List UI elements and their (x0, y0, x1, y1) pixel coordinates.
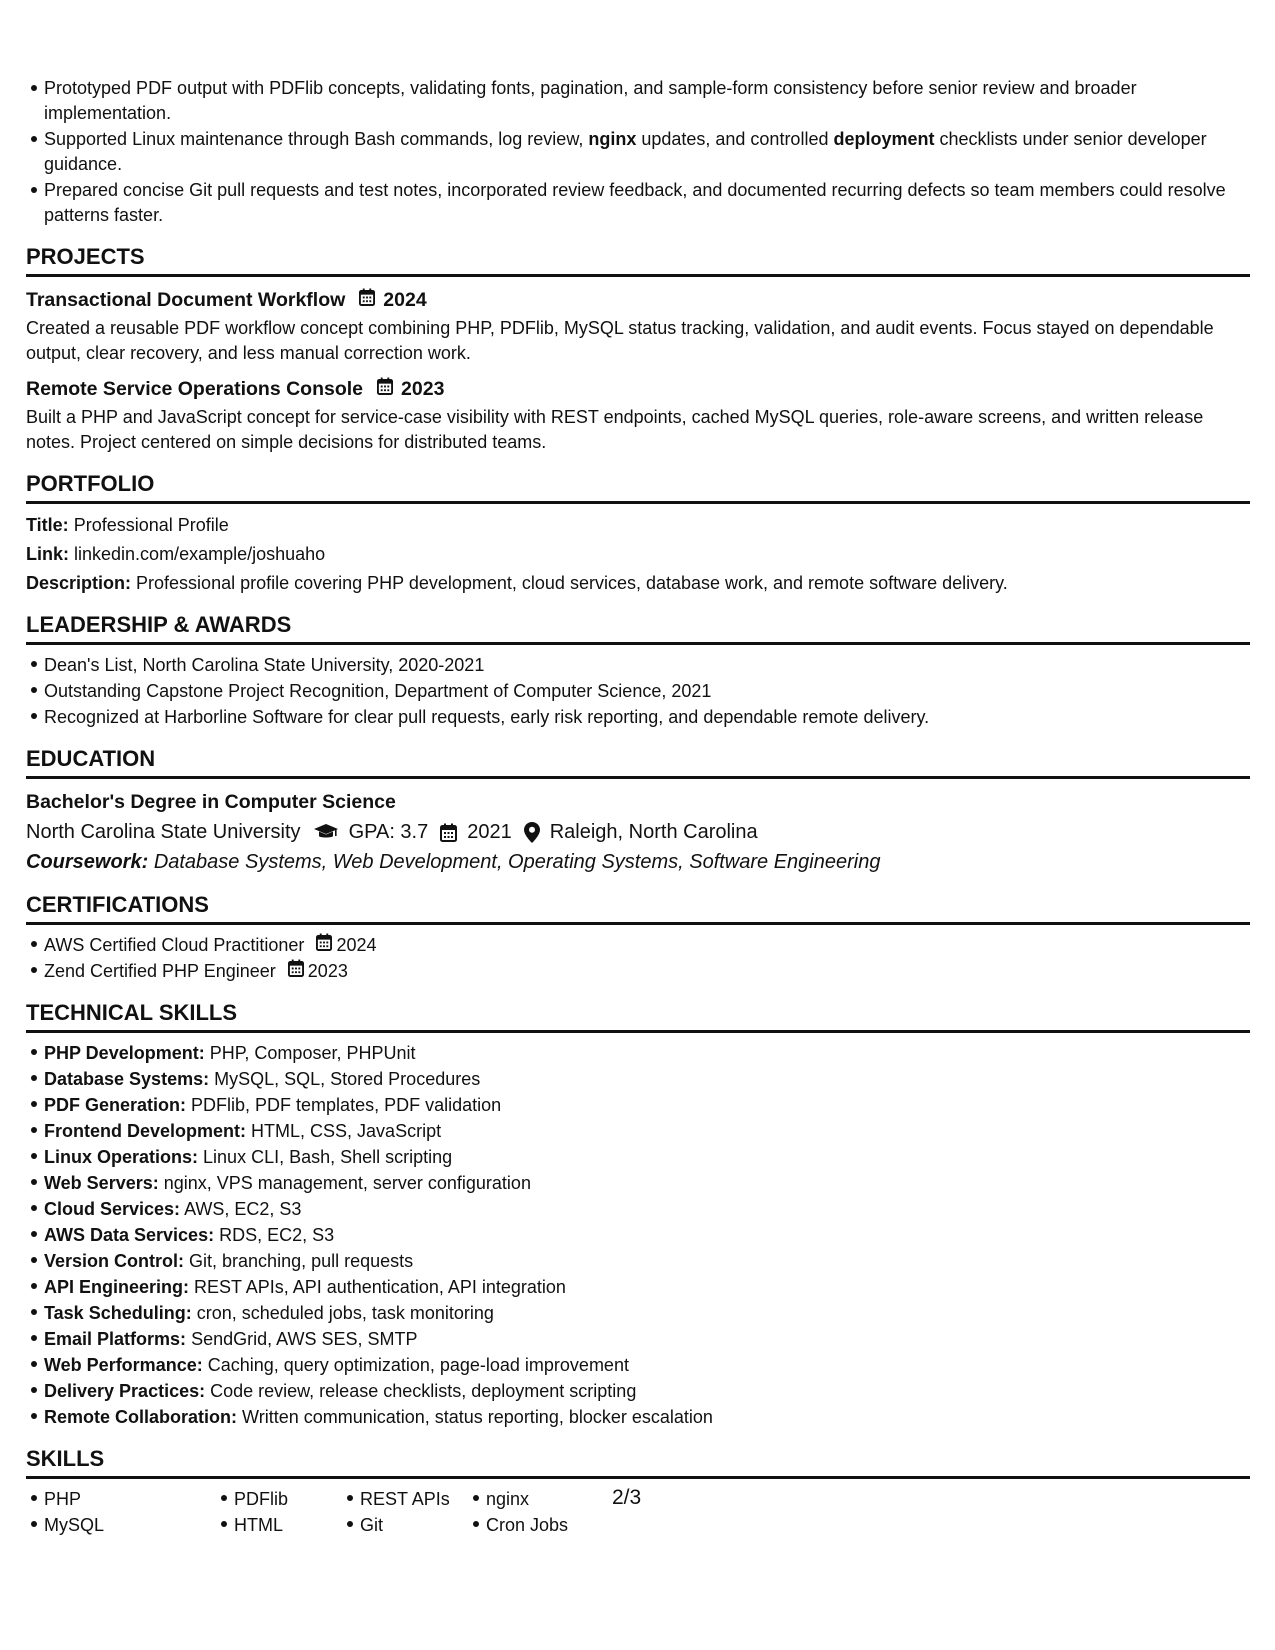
education-degree: Bachelor's Degree in Computer Science (26, 791, 396, 813)
technical-skill-label: Database Systems: (44, 1069, 210, 1089)
experience-bullet-text: Prototyped PDF output with PDFlib concepts, validating fonts, pagination, and sample-form consistency before senior review and broader implementation. (44, 78, 1137, 123)
calendar-icon (288, 958, 304, 984)
experience-bullet (44, 178, 1250, 228)
skill-item: HTML (234, 1512, 342, 1538)
technical-skill-item (44, 1170, 1250, 1196)
certifications-list (26, 932, 1250, 984)
technical-skill-item (44, 1066, 1250, 1092)
technical-skill-value: RDS, EC2, S3 (219, 1225, 335, 1245)
certification-name: AWS Certified Cloud Practitioner (44, 935, 305, 955)
experience-bullet-text: nginx (588, 129, 637, 149)
leadership-item: Recognized at Harborline Software for clear pull requests, early risk reporting, and dependable remote delivery. (44, 704, 1250, 730)
technical-skill-item (44, 1404, 1250, 1430)
calendar-icon (316, 932, 332, 958)
technical-skill-label: Version Control: (44, 1251, 185, 1271)
project-year: 2023 (401, 378, 445, 400)
technical-skill-item (44, 1378, 1250, 1404)
technical-skill-item (44, 1092, 1250, 1118)
map-pin-icon (524, 822, 540, 843)
technical-skill-label: Linux Operations: (44, 1147, 199, 1167)
experience-bullet-text: deployment (833, 129, 935, 149)
technical-skill-value: MySQL, SQL, Stored Procedures (214, 1069, 481, 1089)
project-year: 2024 (383, 289, 427, 311)
certification-item (44, 932, 1250, 958)
technical-skills-section (26, 1001, 1250, 1430)
technical-skill-value: PDFlib, PDF templates, PDF validation (191, 1095, 502, 1115)
education-school: North Carolina State University (26, 821, 301, 843)
skills-column (342, 1486, 468, 1538)
portfolio-title-label: Title: (26, 515, 69, 535)
education-meta (26, 818, 1250, 846)
technical-skills-list (26, 1040, 1250, 1430)
skill-item: Git (360, 1512, 468, 1538)
portfolio-section (26, 472, 1250, 596)
projects-section (26, 245, 1250, 455)
project-title: Remote Service Operations Console (26, 378, 364, 400)
portfolio-desc-value: Professional profile covering PHP development, cloud services, database work, and remote software delivery. (136, 573, 1008, 593)
technical-skill-value: AWS, EC2, S3 (184, 1199, 302, 1219)
portfolio-title-value: Professional Profile (73, 515, 229, 535)
certifications-heading: CERTIFICATIONS (26, 893, 1250, 925)
experience-bullet-text: Supported Linux maintenance through Bash commands, log review, (44, 129, 589, 149)
certifications-section (26, 893, 1250, 984)
portfolio-link-label: Link: (26, 544, 69, 564)
technical-skill-label: Delivery Practices: (44, 1381, 206, 1401)
technical-skill-item (44, 1352, 1250, 1378)
technical-skill-label: Task Scheduling: (44, 1303, 192, 1323)
skill-item: MySQL (44, 1512, 216, 1538)
graduation-cap-icon (313, 823, 339, 841)
skill-item: Cron Jobs (486, 1512, 608, 1538)
education-location: Raleigh, North Carolina (549, 821, 758, 843)
technical-skill-item (44, 1248, 1250, 1274)
portfolio-title-row (26, 513, 1250, 538)
calendar-icon (440, 823, 457, 842)
calendar-icon (377, 376, 393, 402)
technical-skill-label: API Engineering: (44, 1277, 190, 1297)
technical-skill-item (44, 1118, 1250, 1144)
skill-item: PHP (44, 1486, 216, 1512)
technical-skill-label: Email Platforms: (44, 1329, 187, 1349)
technical-skills-heading: TECHNICAL SKILLS (26, 1001, 1250, 1033)
calendar-icon (359, 287, 375, 313)
technical-skill-label: AWS Data Services: (44, 1225, 215, 1245)
technical-skill-value: Caching, query optimization, page-load improvement (207, 1355, 629, 1375)
projects-heading: PROJECTS (26, 245, 1250, 277)
skills-heading: SKILLS (26, 1447, 1250, 1479)
certification-name: Zend Certified PHP Engineer (44, 961, 276, 981)
project-description: Created a reusable PDF workflow concept combining PHP, PDFlib, MySQL status tracking, validation, and audit events. Focus stayed on dependable output, clear recovery, and less manual correction work. (26, 318, 1214, 363)
experience-bullet-text: updates, and controlled (636, 129, 834, 149)
education-heading: EDUCATION (26, 747, 1250, 779)
leadership-list (26, 652, 1250, 730)
technical-skill-label: Frontend Development: (44, 1121, 247, 1141)
technical-skill-label: Web Performance: (44, 1355, 203, 1375)
skill-item: nginx (486, 1486, 608, 1512)
experience-bullet-text: Prepared concise Git pull requests and test notes, incorporated review feedback, and documented recurring defects so team members could resolve patterns faster. (44, 180, 1226, 225)
portfolio-link-row (26, 542, 1250, 567)
technical-skill-item (44, 1040, 1250, 1066)
skills-column (468, 1486, 608, 1538)
technical-skill-item (44, 1300, 1250, 1326)
portfolio-desc-label: Description: (26, 573, 132, 593)
certification-row (44, 932, 1250, 958)
technical-skill-value: REST APIs, API authentication, API integration (194, 1277, 566, 1297)
education-section (26, 747, 1250, 876)
project-title-row (26, 376, 1250, 402)
technical-skill-item (44, 1326, 1250, 1352)
certification-year: 2023 (307, 961, 348, 981)
education-gpa: GPA: 3.7 (348, 821, 429, 843)
project-title-row (26, 287, 1250, 313)
experience-bullets (26, 76, 1250, 228)
skills-column (216, 1486, 342, 1538)
technical-skill-item (44, 1274, 1250, 1300)
experience-bullet-text: checklists under senior developer guidance. (44, 129, 1207, 174)
technical-skill-item (44, 1144, 1250, 1170)
technical-skill-value: Written communication, status reporting, blocker escalation (242, 1407, 713, 1427)
education-year: 2021 (467, 821, 512, 843)
certification-item (44, 958, 1250, 984)
technical-skill-value: cron, scheduled jobs, task monitoring (196, 1303, 494, 1323)
technical-skill-label: PDF Generation: (44, 1095, 187, 1115)
coursework-value: Database Systems, Web Development, Operating Systems, Software Engineering (153, 851, 881, 873)
leadership-section (26, 613, 1250, 730)
page-number: 2/3 (612, 1486, 642, 1509)
skills-column (26, 1486, 216, 1538)
coursework-label: Coursework: (26, 851, 149, 873)
certification-year: 2024 (336, 935, 377, 955)
portfolio-heading: PORTFOLIO (26, 472, 1250, 504)
technical-skill-value: PHP, Composer, PHPUnit (209, 1043, 416, 1063)
technical-skill-label: PHP Development: (44, 1043, 205, 1063)
technical-skill-label: Web Servers: (44, 1173, 159, 1193)
technical-skill-value: nginx, VPS management, server configuration (163, 1173, 531, 1193)
technical-skill-label: Cloud Services: (44, 1199, 181, 1219)
technical-skill-value: HTML, CSS, JavaScript (251, 1121, 442, 1141)
certification-row (44, 958, 1250, 984)
skill-item: PDFlib (234, 1486, 342, 1512)
leadership-heading: LEADERSHIP & AWARDS (26, 613, 1250, 645)
portfolio-desc-row (26, 571, 1250, 596)
experience-bullet (44, 127, 1250, 177)
leadership-item: Outstanding Capstone Project Recognition, Department of Computer Science, 2021 (44, 678, 1250, 704)
portfolio-link-value[interactable]: linkedin.com/example/joshuaho (74, 544, 326, 564)
education-coursework (26, 848, 1250, 876)
resume-page (26, 76, 1250, 1538)
technical-skill-value: Git, branching, pull requests (189, 1251, 414, 1271)
technical-skill-label: Remote Collaboration: (44, 1407, 238, 1427)
skill-item: REST APIs (360, 1486, 468, 1512)
experience-bullet (44, 76, 1250, 126)
technical-skill-value: SendGrid, AWS SES, SMTP (191, 1329, 418, 1349)
technical-skill-item (44, 1222, 1250, 1248)
technical-skill-value: Linux CLI, Bash, Shell scripting (203, 1147, 453, 1167)
project-title: Transactional Document Workflow (26, 289, 346, 311)
leadership-item: Dean's List, North Carolina State University, 2020-2021 (44, 652, 1250, 678)
technical-skill-item (44, 1196, 1250, 1222)
technical-skill-value: Code review, release checklists, deployment scripting (210, 1381, 637, 1401)
project-description: Built a PHP and JavaScript concept for service-case visibility with REST endpoints, cached MySQL queries, role-aware screens, and written release notes. Project centered on simple decisions for distributed teams. (26, 407, 1204, 452)
